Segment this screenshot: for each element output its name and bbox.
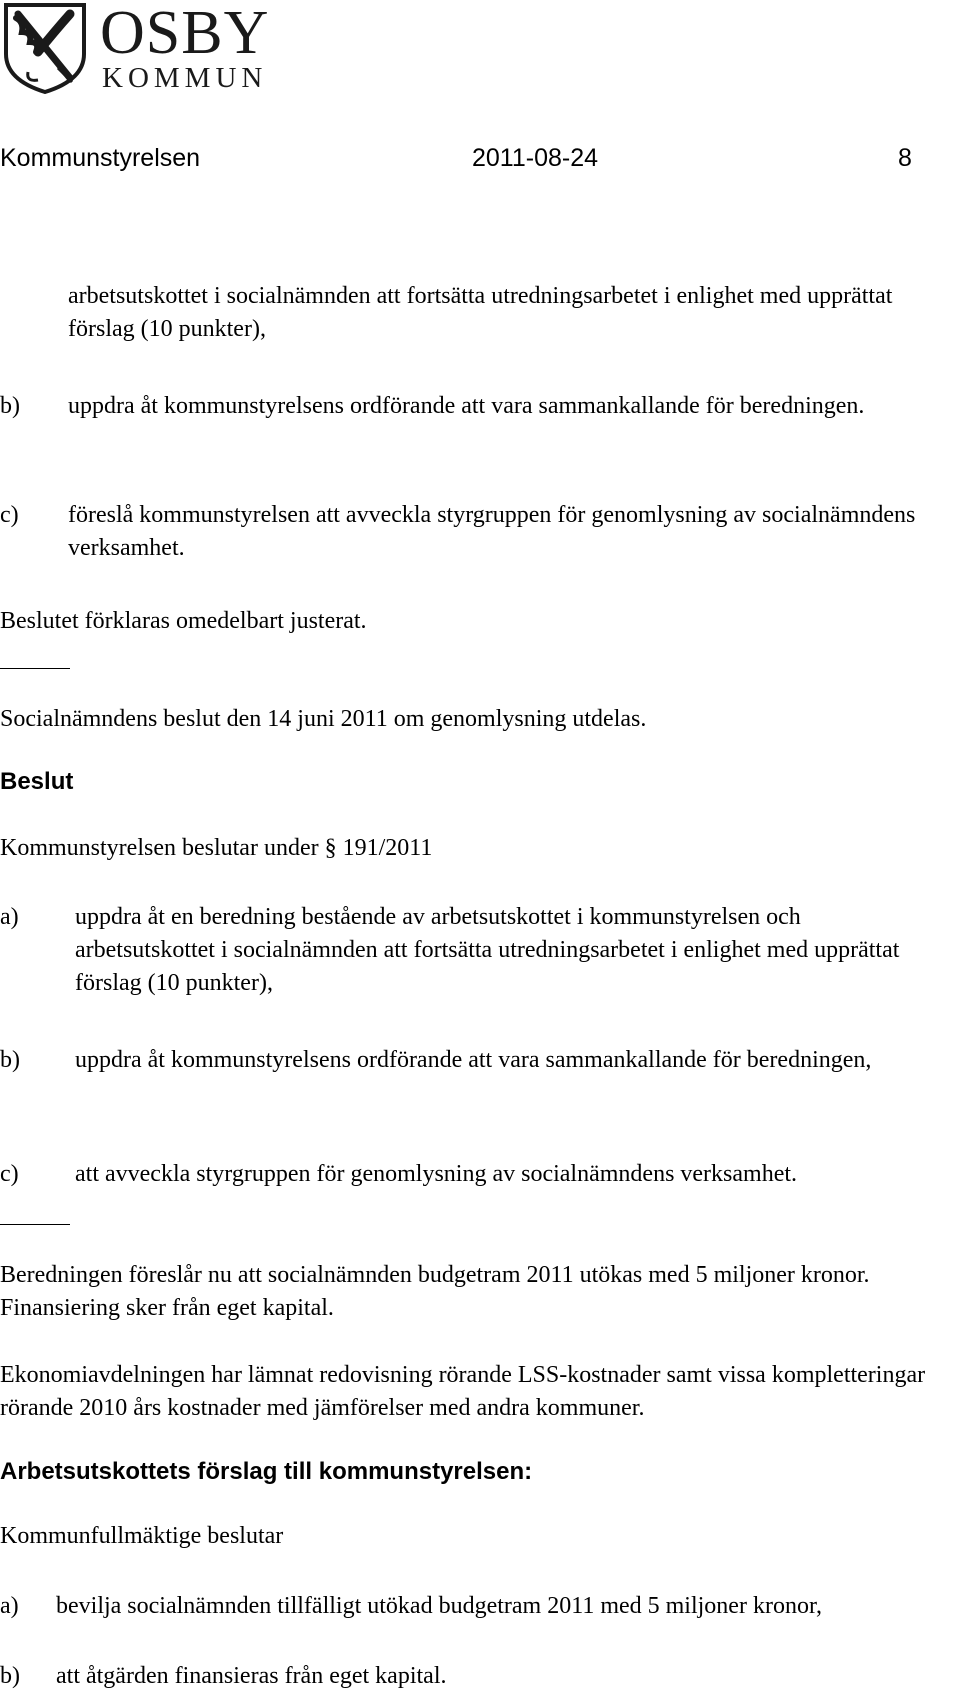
cont-item-b-marker: b) bbox=[0, 393, 20, 419]
coat-of-arms-icon bbox=[2, 2, 88, 94]
logo bbox=[0, 0, 270, 100]
header-org: Kommunstyrelsen bbox=[0, 144, 201, 172]
paragraph-beredningen: Beredningen föreslår nu att socialnämnden budgetram 2011 utökas med 5 miljoner kronor. Finansiering sker från eget kapital. bbox=[0, 1262, 870, 1321]
beslut-item-a-marker: a) bbox=[0, 904, 19, 930]
forslag-item-b-text: att åtgärden finansieras från eget kapital. bbox=[56, 1663, 447, 1689]
forslag-item-b-marker: b) bbox=[0, 1663, 20, 1689]
separator-rule bbox=[0, 1224, 70, 1225]
cont-item-a-text: arbetsutskottet i socialnämnden att fortsätta utredningsarbetet i enlighet med upprättat förslag (10 punkter), bbox=[68, 283, 893, 342]
header-date: 2011-08-24 bbox=[472, 144, 599, 172]
cont-item-c-text: föreslå kommunstyrelsen att avveckla styrgruppen för genomlysning av socialnämndens verksamhet. bbox=[68, 502, 916, 561]
beslut-heading: Beslut bbox=[0, 768, 74, 795]
utdelas-text: Socialnämndens beslut den 14 juni 2011 om genomlysning utdelas. bbox=[0, 706, 647, 732]
cont-item-b-text: uppdra åt kommunstyrelsens ordförande att vara sammankallande för beredningen. bbox=[68, 393, 865, 419]
forslag-item-a-marker: a) bbox=[0, 1593, 19, 1619]
logo-sub: KOMMUN bbox=[102, 62, 268, 94]
separator-rule bbox=[0, 668, 70, 669]
beslut-item-c-text: att avveckla styrgruppen för genomlysning av socialnämndens verksamhet. bbox=[75, 1161, 798, 1187]
cont-item-c-marker: c) bbox=[0, 502, 19, 528]
justerat-text: Beslutet förklaras omedelbart justerat. bbox=[0, 608, 367, 634]
beslut-item-b-marker: b) bbox=[0, 1047, 20, 1073]
beslut-intro: Kommunstyrelsen beslutar under § 191/2011 bbox=[0, 835, 433, 861]
forslag-item-a-text: bevilja socialnämnden tillfälligt utökad budgetram 2011 med 5 miljoner kronor, bbox=[56, 1593, 822, 1619]
beslut-item-b-text: uppdra åt kommunstyrelsens ordförande att vara sammankallande för beredningen, bbox=[75, 1047, 872, 1073]
header-page-number: 8 bbox=[898, 144, 912, 172]
logo-name: OSBY bbox=[100, 0, 270, 67]
forslag-intro: Kommunfullmäktige beslutar bbox=[0, 1523, 284, 1549]
paragraph-ekonomiavdelningen: Ekonomiavdelningen har lämnat redovisning rörande LSS-kostnader samt vissa kompletteringar rörande 2010 års kostnader med jämförelser med andra kommuner. bbox=[0, 1362, 926, 1421]
beslut-item-a-text: uppdra åt en beredning bestående av arbetsutskottet i kommunstyrelsen och arbetsutskottet i socialnämnden att fortsätta utredningsarbetet i enlighet med upprättat förslag (10 punkter), bbox=[75, 904, 900, 996]
forslag-heading: Arbetsutskottets förslag till kommunstyrelsen: bbox=[0, 1458, 533, 1485]
beslut-item-c-marker: c) bbox=[0, 1161, 19, 1187]
